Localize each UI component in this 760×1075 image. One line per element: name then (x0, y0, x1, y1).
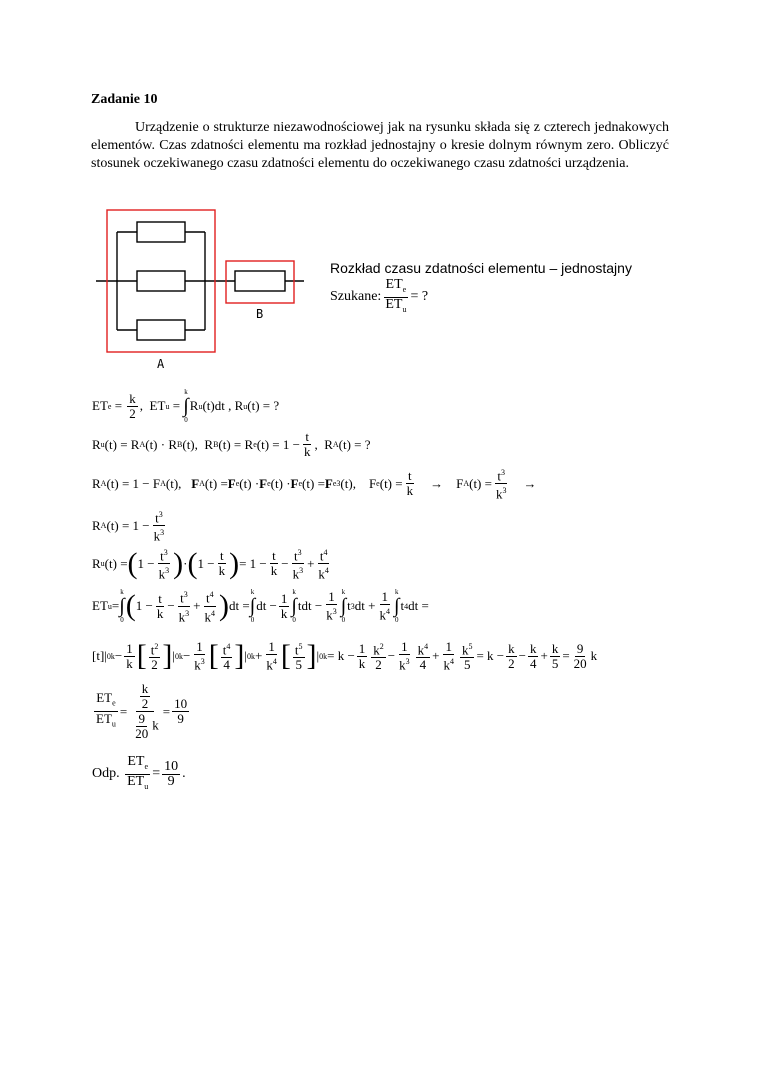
block-a-label: A (157, 357, 165, 371)
task-heading: Zadanie 10 (91, 92, 158, 107)
eq-ru: R u (t) = R A (t) · R B (t), R B (t) = R e (t) = 1 − t k , R A (t) = ? (92, 429, 371, 459)
eq-etu-result: [t]| 0 k − 1 k [ $t^2$ 2 ] | 0 k − 1 $k^3$ [ $t^4$ 4 ] | 0 k + 1 $k^4$ [ $t^5$ 5 ] | 0 k = k − 1 k $k^2$ 2 − 1 $k^3$ $k^4$ 4 + 1 $k^4$ $k^5$ 5 = k − k 2 − k 4 + k 5 = 9 20 k (92, 639, 598, 673)
task-description: Urządzenie o strukturze niezawodnościowej jak na rysunku składa się z czterech jednakowych elementów. Czas zdatności elementu ma rozkład jednostajny o kresie dolnym równym zero. Obliczyć stosunek oczekiwanego czasu zdatności elementu do oczekiwanego czasu zdatności urządzenia. (91, 120, 669, 171)
eq-etu-integral: ET u = k ∫ 0 ( 1 − t k − $t^3$ $k^3$ + $t^4$ $k^4$ ) dt = k ∫ 0 dt − 1 k k ∫ 0 tdt − 1 $k^3$ k ∫ 0 t 3 dt + 1 $k^4$ k ∫ 0 t 4 dt = (92, 588, 429, 624)
eq-ru-result: R u (t) = ( 1 − $t^3$ $k^3$ ) · ( 1 − t k ) = 1 − t k − $t^3$ $k^3$ + $t^4$ $k^4$ (92, 546, 329, 582)
answer: Odp. $ET_e$ $ET_u$ = 10 9 . (92, 754, 186, 791)
eq-expectations: ET e = k 2 , ET u = k ∫ 0 R u (t)dt , R u (t) = ? (92, 388, 280, 424)
eq-ratio: $ET_e$ $ET_u$ = $\frac{k}{2}$ $\frac{9}{20}$ k = 10 9 (96, 681, 188, 741)
reliability-diagram (90, 205, 310, 375)
eq-ra: R A (t) = 1 − F A (t), F A (t) = F e (t) · F e (t) · F e (t) = F e 3 (t), F e (t) = t k → F A (t) = $t^3$ $k^3$ → (92, 468, 537, 502)
sought-quantity: Szukane: $ET_e$ $ET_u$ = ? (330, 277, 429, 314)
block-b-label: B (256, 307, 264, 321)
eq-ra-result: R A (t) = 1 − $t^3$ $k^3$ (92, 510, 165, 544)
distribution-note: Rozkład czasu zdatności elementu – jednostajny (330, 260, 632, 276)
answer-label: Odp. (92, 766, 120, 782)
seek-rest: = ? (410, 289, 429, 305)
seek-label: Szukane: (330, 289, 382, 305)
